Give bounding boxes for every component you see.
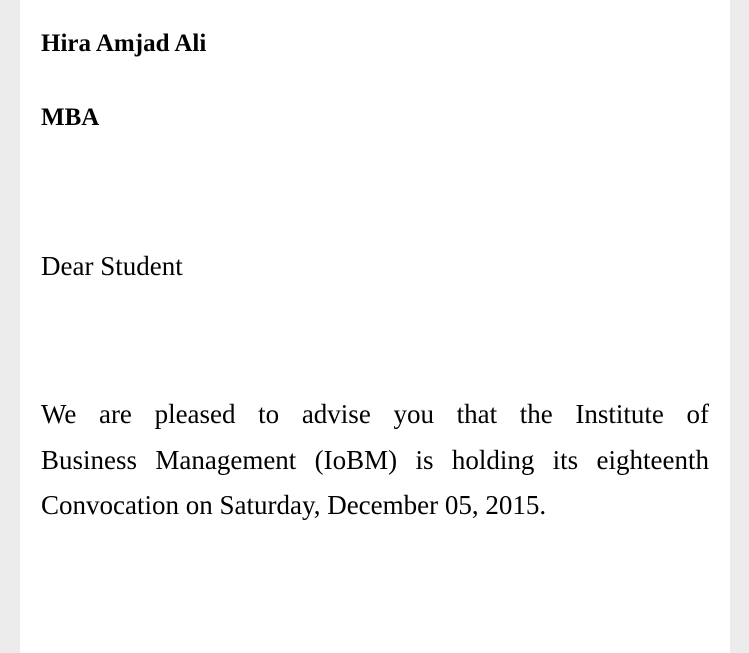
recipient-name: Hira Amjad Ali: [41, 30, 207, 57]
letter-page: [20, 0, 730, 653]
salutation: Dear Student: [41, 251, 183, 281]
body-line: Convocation on Saturday, December 05, 2015.: [41, 490, 547, 520]
body-line: We are pleased to advise you that the Institute of: [41, 399, 709, 429]
body-line: Business Management (IoBM) is holding its eighteenth: [41, 444, 709, 475]
body-paragraph: [41, 392, 709, 529]
program-label: MBA: [41, 104, 100, 131]
